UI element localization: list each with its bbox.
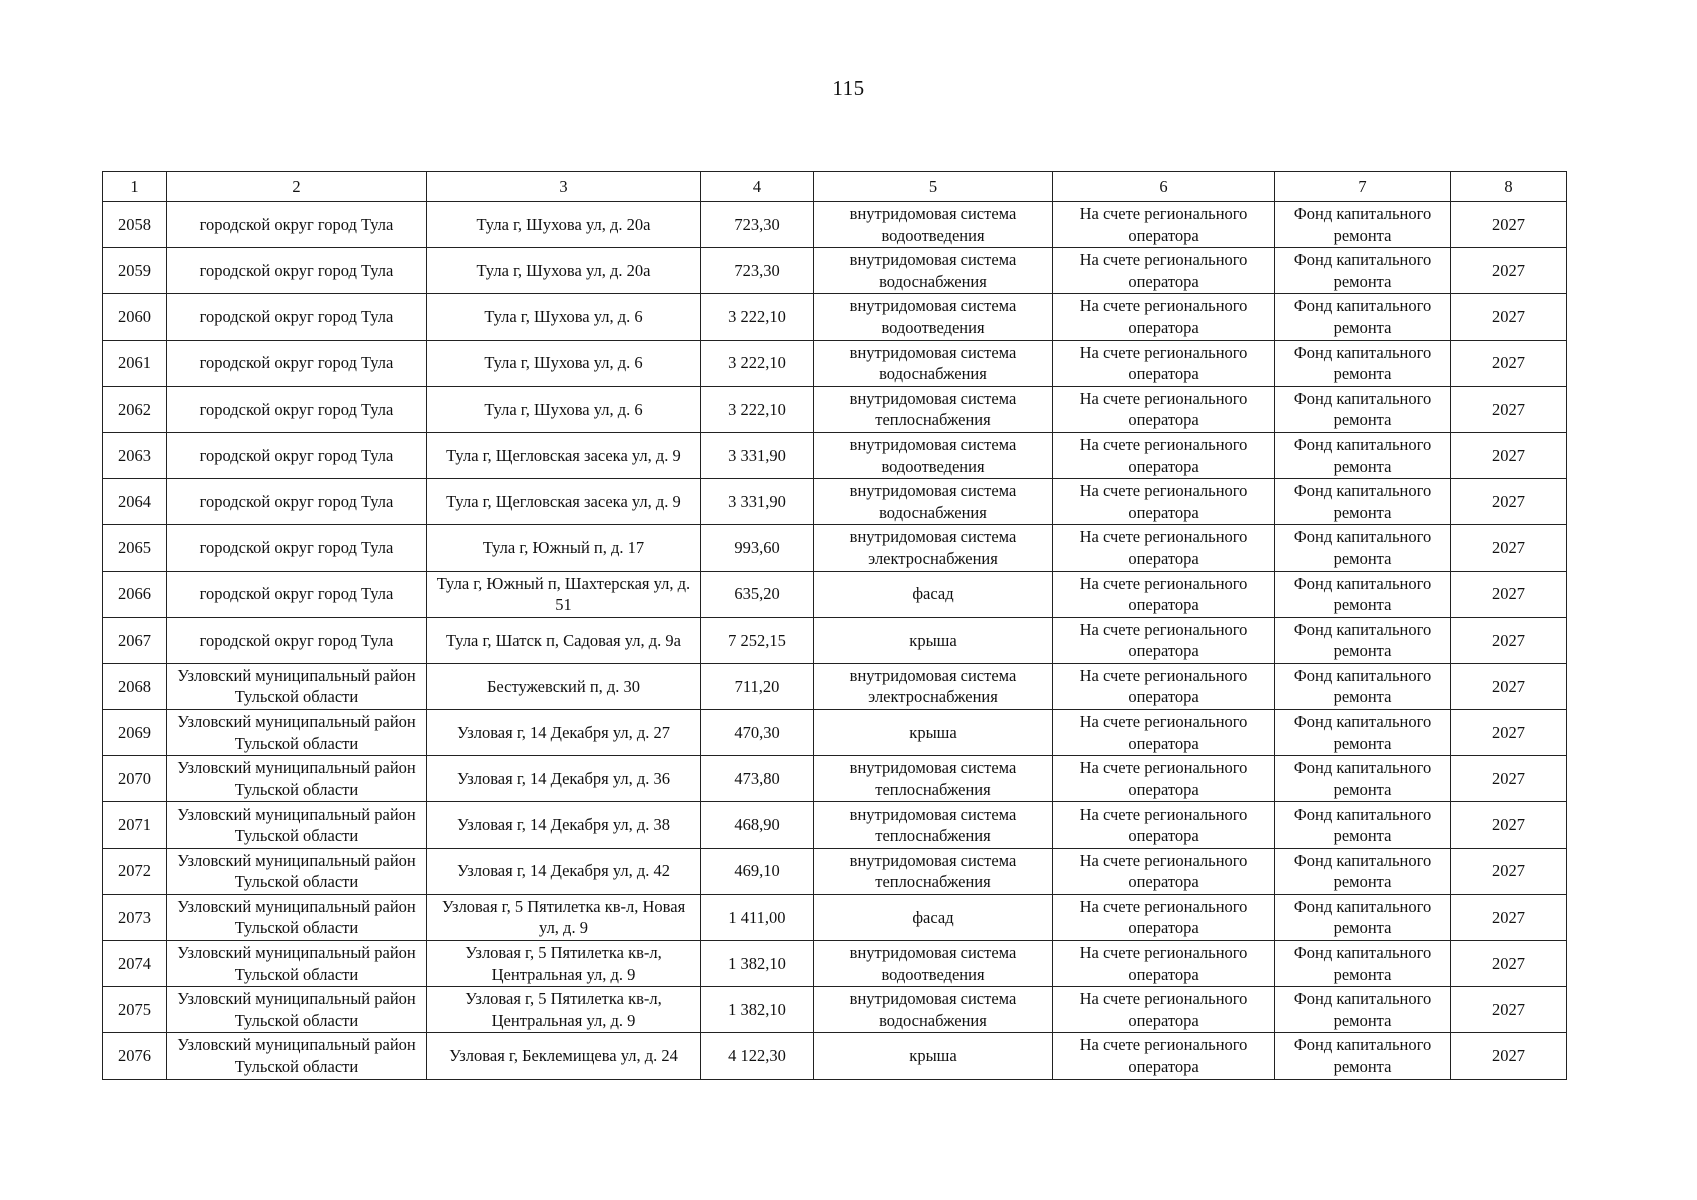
area-cell: 1 382,10 [701,941,814,987]
row-number-cell: 2063 [103,432,167,478]
municipality-cell: Узловский муниципальный район Тульской области [167,710,427,756]
year-cell: 2027 [1451,386,1567,432]
area-cell: 711,20 [701,663,814,709]
table-row [103,941,1567,987]
address-cell: Бестужевский п, д. 30 [427,663,701,709]
funding-source-cell: Фонд капитального ремонта [1275,802,1451,848]
fund-account-cell: На счете регионального оператора [1053,432,1275,478]
table-row [103,294,1567,340]
table-row [103,756,1567,802]
table-row [103,710,1567,756]
area-cell: 7 252,15 [701,617,814,663]
year-cell: 2027 [1451,340,1567,386]
row-number-cell: 2073 [103,894,167,940]
funding-source-cell: Фонд капитального ремонта [1275,386,1451,432]
area-cell: 4 122,30 [701,1033,814,1079]
table-row [103,340,1567,386]
year-cell: 2027 [1451,1033,1567,1079]
table-row [103,987,1567,1033]
year-cell: 2027 [1451,848,1567,894]
row-number-cell: 2065 [103,525,167,571]
municipality-cell: Узловский муниципальный район Тульской области [167,1033,427,1079]
register-table [102,171,1567,1080]
municipality-cell: городской округ город Тула [167,617,427,663]
area-cell: 1 382,10 [701,987,814,1033]
table-header [103,172,1567,202]
area-cell: 3 222,10 [701,386,814,432]
funding-source-cell: Фонд капитального ремонта [1275,571,1451,617]
work-type-cell: внутридомовая система водоотведения [814,294,1053,340]
municipality-cell: Узловский муниципальный район Тульской области [167,894,427,940]
row-number-cell: 2059 [103,248,167,294]
municipality-cell: Узловский муниципальный район Тульской области [167,987,427,1033]
work-type-cell: крыша [814,710,1053,756]
area-cell: 3 222,10 [701,340,814,386]
municipality-cell: городской округ город Тула [167,202,427,248]
fund-account-cell: На счете регионального оператора [1053,202,1275,248]
work-type-cell: фасад [814,894,1053,940]
area-cell: 723,30 [701,248,814,294]
work-type-cell: внутридомовая система теплоснабжения [814,756,1053,802]
year-cell: 2027 [1451,941,1567,987]
row-number-cell: 2076 [103,1033,167,1079]
area-cell: 469,10 [701,848,814,894]
table-row [103,525,1567,571]
header-cell-col-1: 1 [103,172,167,202]
address-cell: Тула г, Шухова ул, д. 20а [427,202,701,248]
table-row [103,802,1567,848]
municipality-cell: Узловский муниципальный район Тульской области [167,756,427,802]
row-number-cell: 2067 [103,617,167,663]
row-number-cell: 2070 [103,756,167,802]
header-cell-col-3: 3 [427,172,701,202]
fund-account-cell: На счете регионального оператора [1053,571,1275,617]
row-number-cell: 2062 [103,386,167,432]
funding-source-cell: Фонд капитального ремонта [1275,941,1451,987]
year-cell: 2027 [1451,294,1567,340]
table-body [103,202,1567,1080]
table-row [103,663,1567,709]
fund-account-cell: На счете регионального оператора [1053,848,1275,894]
address-cell: Тула г, Щегловская засека ул, д. 9 [427,432,701,478]
row-number-cell: 2058 [103,202,167,248]
address-cell: Тула г, Шатск п, Садовая ул, д. 9а [427,617,701,663]
year-cell: 2027 [1451,571,1567,617]
address-cell: Узловая г, 14 Декабря ул, д. 36 [427,756,701,802]
fund-account-cell: На счете регионального оператора [1053,756,1275,802]
table-row [103,248,1567,294]
header-row [103,172,1567,202]
fund-account-cell: На счете регионального оператора [1053,340,1275,386]
fund-account-cell: На счете регионального оператора [1053,248,1275,294]
work-type-cell: внутридомовая система электроснабжения [814,663,1053,709]
work-type-cell: внутридомовая система водоотведения [814,432,1053,478]
work-type-cell: внутридомовая система теплоснабжения [814,802,1053,848]
address-cell: Тула г, Шухова ул, д. 6 [427,386,701,432]
municipality-cell: городской округ город Тула [167,432,427,478]
address-cell: Узловая г, 14 Декабря ул, д. 38 [427,802,701,848]
table-row [103,571,1567,617]
table-row [103,894,1567,940]
area-cell: 3 331,90 [701,479,814,525]
address-cell: Тула г, Шухова ул, д. 20а [427,248,701,294]
area-cell: 993,60 [701,525,814,571]
year-cell: 2027 [1451,710,1567,756]
year-cell: 2027 [1451,525,1567,571]
work-type-cell: фасад [814,571,1053,617]
year-cell: 2027 [1451,202,1567,248]
work-type-cell: внутридомовая система водоотведения [814,941,1053,987]
year-cell: 2027 [1451,617,1567,663]
row-number-cell: 2068 [103,663,167,709]
address-cell: Тула г, Шухова ул, д. 6 [427,340,701,386]
funding-source-cell: Фонд капитального ремонта [1275,294,1451,340]
row-number-cell: 2066 [103,571,167,617]
row-number-cell: 2061 [103,340,167,386]
area-cell: 3 331,90 [701,432,814,478]
fund-account-cell: На счете регионального оператора [1053,941,1275,987]
work-type-cell: крыша [814,617,1053,663]
funding-source-cell: Фонд капитального ремонта [1275,479,1451,525]
table-row [103,1033,1567,1079]
address-cell: Тула г, Южный п, Шахтерская ул, д. 51 [427,571,701,617]
municipality-cell: Узловский муниципальный район Тульской области [167,848,427,894]
row-number-cell: 2060 [103,294,167,340]
area-cell: 723,30 [701,202,814,248]
municipality-cell: городской округ город Тула [167,248,427,294]
funding-source-cell: Фонд капитального ремонта [1275,248,1451,294]
year-cell: 2027 [1451,479,1567,525]
header-cell-col-7: 7 [1275,172,1451,202]
fund-account-cell: На счете регионального оператора [1053,710,1275,756]
header-cell-col-4: 4 [701,172,814,202]
year-cell: 2027 [1451,663,1567,709]
year-cell: 2027 [1451,756,1567,802]
area-cell: 3 222,10 [701,294,814,340]
funding-source-cell: Фонд капитального ремонта [1275,894,1451,940]
funding-source-cell: Фонд капитального ремонта [1275,202,1451,248]
municipality-cell: городской округ город Тула [167,340,427,386]
fund-account-cell: На счете регионального оператора [1053,802,1275,848]
address-cell: Узловая г, 5 Пятилетка кв-л, Центральная ул, д. 9 [427,987,701,1033]
funding-source-cell: Фонд капитального ремонта [1275,710,1451,756]
work-type-cell: крыша [814,1033,1053,1079]
fund-account-cell: На счете регионального оператора [1053,479,1275,525]
municipality-cell: Узловский муниципальный район Тульской области [167,802,427,848]
year-cell: 2027 [1451,987,1567,1033]
funding-source-cell: Фонд капитального ремонта [1275,1033,1451,1079]
work-type-cell: внутридомовая система электроснабжения [814,525,1053,571]
fund-account-cell: На счете регионального оператора [1053,987,1275,1033]
municipality-cell: городской округ город Тула [167,386,427,432]
area-cell: 635,20 [701,571,814,617]
header-cell-col-5: 5 [814,172,1053,202]
address-cell: Узловая г, 5 Пятилетка кв-л, Новая ул, д. 9 [427,894,701,940]
work-type-cell: внутридомовая система теплоснабжения [814,386,1053,432]
funding-source-cell: Фонд капитального ремонта [1275,617,1451,663]
funding-source-cell: Фонд капитального ремонта [1275,525,1451,571]
year-cell: 2027 [1451,432,1567,478]
table-row [103,617,1567,663]
table-row [103,848,1567,894]
address-cell: Узловая г, Беклемищева ул, д. 24 [427,1033,701,1079]
row-number-cell: 2072 [103,848,167,894]
header-cell-col-8: 8 [1451,172,1567,202]
fund-account-cell: На счете регионального оператора [1053,294,1275,340]
row-number-cell: 2075 [103,987,167,1033]
year-cell: 2027 [1451,894,1567,940]
header-cell-col-6: 6 [1053,172,1275,202]
table-row [103,386,1567,432]
area-cell: 473,80 [701,756,814,802]
funding-source-cell: Фонд капитального ремонта [1275,987,1451,1033]
row-number-cell: 2074 [103,941,167,987]
area-cell: 1 411,00 [701,894,814,940]
work-type-cell: внутридомовая система водоснабжения [814,479,1053,525]
header-cell-col-2: 2 [167,172,427,202]
fund-account-cell: На счете регионального оператора [1053,525,1275,571]
fund-account-cell: На счете регионального оператора [1053,617,1275,663]
work-type-cell: внутридомовая система теплоснабжения [814,848,1053,894]
work-type-cell: внутридомовая система водоснабжения [814,248,1053,294]
funding-source-cell: Фонд капитального ремонта [1275,663,1451,709]
fund-account-cell: На счете регионального оператора [1053,1033,1275,1079]
funding-source-cell: Фонд капитального ремонта [1275,848,1451,894]
funding-source-cell: Фонд капитального ремонта [1275,432,1451,478]
table-row [103,432,1567,478]
fund-account-cell: На счете регионального оператора [1053,386,1275,432]
row-number-cell: 2071 [103,802,167,848]
municipality-cell: городской округ город Тула [167,294,427,340]
address-cell: Узловая г, 5 Пятилетка кв-л, Центральная ул, д. 9 [427,941,701,987]
page-number: 115 [832,76,865,100]
fund-account-cell: На счете регионального оператора [1053,894,1275,940]
address-cell: Узловая г, 14 Декабря ул, д. 42 [427,848,701,894]
year-cell: 2027 [1451,248,1567,294]
address-cell: Узловая г, 14 Декабря ул, д. 27 [427,710,701,756]
work-type-cell: внутридомовая система водоотведения [814,202,1053,248]
row-number-cell: 2069 [103,710,167,756]
funding-source-cell: Фонд капитального ремонта [1275,756,1451,802]
row-number-cell: 2064 [103,479,167,525]
area-cell: 470,30 [701,710,814,756]
municipality-cell: Узловский муниципальный район Тульской области [167,941,427,987]
work-type-cell: внутридомовая система водоснабжения [814,987,1053,1033]
fund-account-cell: На счете регионального оператора [1053,663,1275,709]
municipality-cell: городской округ город Тула [167,525,427,571]
address-cell: Тула г, Щегловская засека ул, д. 9 [427,479,701,525]
year-cell: 2027 [1451,802,1567,848]
table-row [103,202,1567,248]
funding-source-cell: Фонд капитального ремонта [1275,340,1451,386]
table-row [103,479,1567,525]
municipality-cell: городской округ город Тула [167,571,427,617]
address-cell: Тула г, Южный п, д. 17 [427,525,701,571]
municipality-cell: городской округ город Тула [167,479,427,525]
municipality-cell: Узловский муниципальный район Тульской области [167,663,427,709]
address-cell: Тула г, Шухова ул, д. 6 [427,294,701,340]
work-type-cell: внутридомовая система водоснабжения [814,340,1053,386]
area-cell: 468,90 [701,802,814,848]
